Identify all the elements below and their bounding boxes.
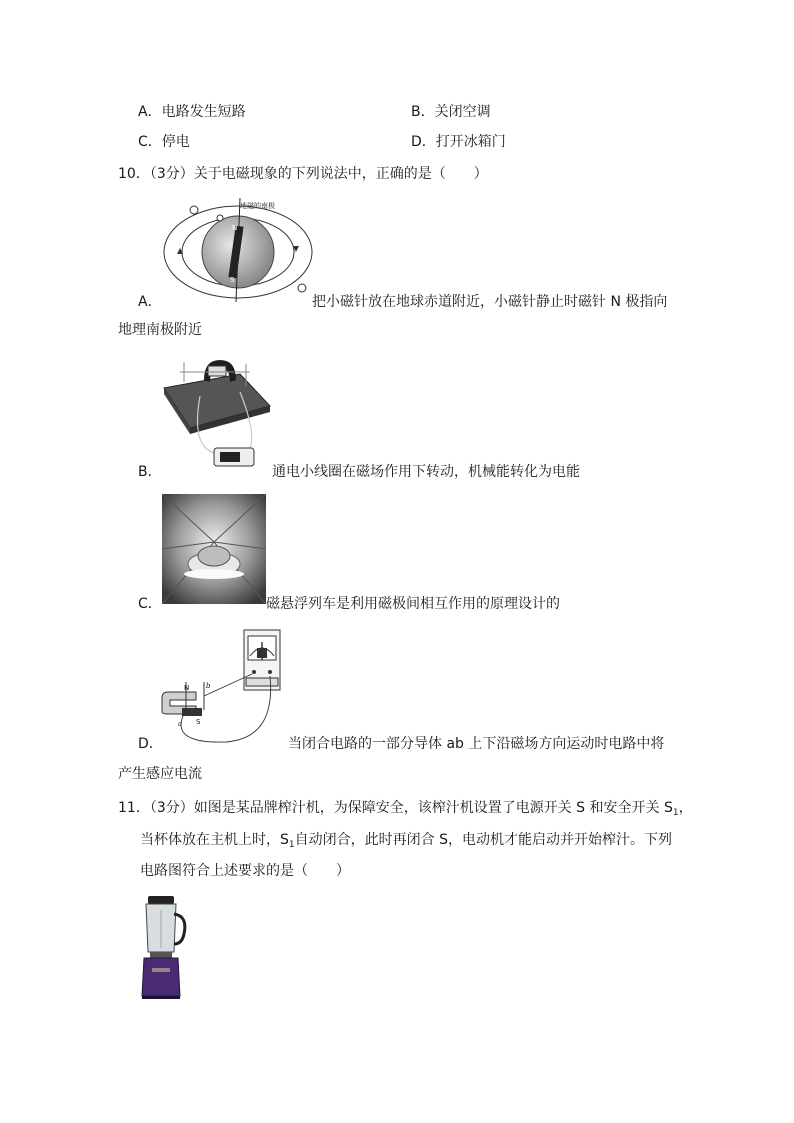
q11-stem-line2: 当杯体放在主机上时，$S_1$自动闭合，此时再闭合 S，电动机才能启动并开始榨汁。下列 (140, 832, 672, 850)
q10-option-c-text: 磁悬浮列车是利用磁极间相互作用的原理设计的 (266, 596, 560, 612)
q10-option-b-text: 通电小线圈在磁场作用下转动，机械能转化为电能 (272, 464, 580, 480)
conductor-a-label: a (178, 720, 183, 728)
juicer-photo (138, 896, 190, 1000)
q9-option-c: C．停电 (138, 134, 190, 150)
q9-option-a: A．电路发生短路 (138, 104, 246, 120)
q10-option-c-letter: C． (138, 596, 162, 612)
magnet-n-label: N (184, 684, 190, 692)
q10-option-d-text-cont: 产生感应电流 (118, 766, 202, 782)
induction-galvanometer-figure (156, 626, 286, 744)
q10-option-a-text: 把小磁针放在地球赤道附近，小磁针静止时磁针 N 极指向 (312, 294, 668, 310)
q10-stem: 10．（3分）关于电磁现象的下列说法中，正确的是（ ） (118, 166, 488, 182)
pole-s-label: S (230, 276, 235, 284)
q10-option-d-letter: D． (138, 736, 163, 752)
q9-option-b: B．关闭空调 (411, 104, 491, 120)
earth-magnetic-field-figure (160, 196, 320, 304)
magnetic-south-label: 地磁的南极 (240, 202, 275, 210)
q9-option-d: D．打开冰箱门 (411, 134, 506, 150)
q11-stem-line1: 11．（3分）如图是某品牌榨汁机，为保障安全，该榨汁机设置了电源开关 S 和安全开关 $S_1$， (118, 800, 693, 818)
q10-option-a-letter: A． (138, 294, 162, 310)
pole-n-label: N (232, 224, 238, 232)
conductor-b-label: b (206, 682, 211, 690)
q10-option-d-text: 当闭合电路的一部分导体 ab 上下沿磁场方向运动时电路中将 (288, 736, 665, 752)
magnet-s-label: S (196, 718, 201, 726)
motor-coil-figure (160, 352, 272, 478)
q10-option-a-text-cont: 地理南极附近 (118, 322, 202, 338)
maglev-train-photo (162, 494, 266, 604)
q10-option-b-letter: B． (138, 464, 162, 480)
q11-stem-line3: 电路图符合上述要求的是（ ） (140, 863, 350, 879)
